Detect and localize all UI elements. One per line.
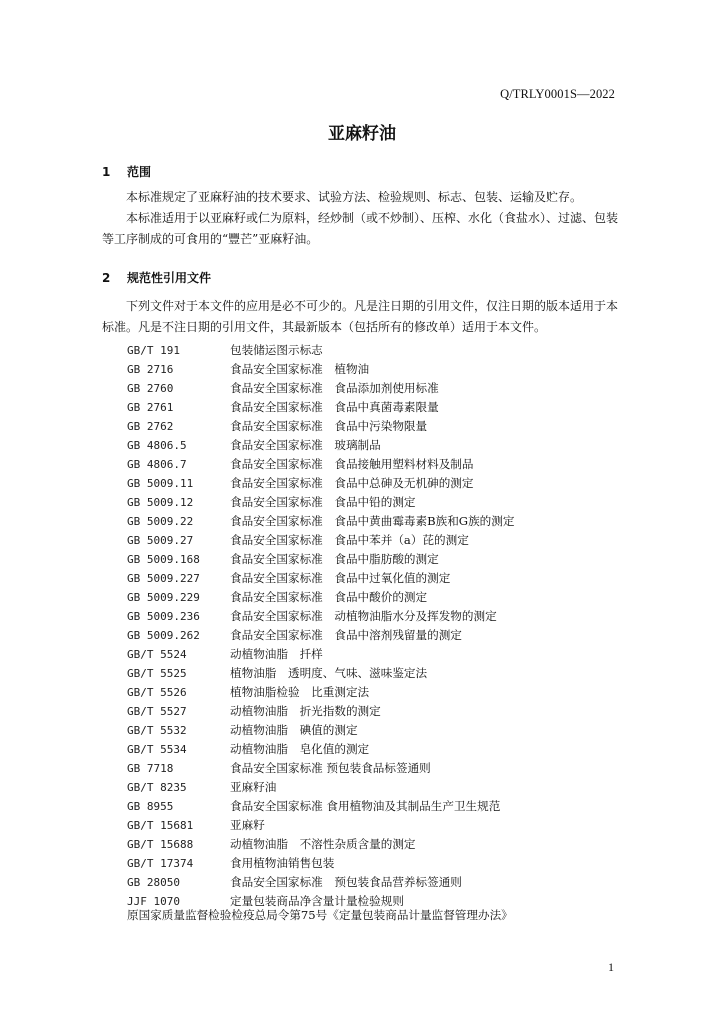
reference-title: 食品安全国家标准 植物油 (230, 362, 370, 376)
reference-title: 食品安全国家标准 预包装食品标签通则 (230, 761, 431, 775)
reference-item (127, 417, 514, 436)
reference-item (127, 474, 514, 493)
reference-code: GB/T 15681 (127, 819, 194, 832)
reference-code: GB 5009.168 (127, 553, 200, 566)
reference-item (127, 835, 514, 854)
document-title: 亚麻籽油 (328, 124, 396, 144)
reference-item (127, 360, 514, 379)
reference-item (127, 550, 514, 569)
reference-item (127, 626, 514, 645)
reference-item (127, 797, 514, 816)
reference-title: 食品安全国家标准 玻璃制品 (230, 438, 381, 452)
reference-title: 食品安全国家标准 预包装食品营养标签通则 (230, 875, 462, 889)
section-title: 规范性引用文件 (127, 271, 212, 285)
reference-code: GB 5009.227 (127, 572, 200, 585)
reference-code: GB/T 5525 (127, 667, 187, 680)
reference-item (127, 854, 514, 873)
reference-item (127, 778, 514, 797)
reference-item (127, 455, 514, 474)
reference-item (127, 683, 514, 702)
reference-code: GB 5009.27 (127, 534, 194, 547)
reference-code: GB 5009.262 (127, 629, 200, 642)
reference-code: GB 5009.11 (127, 477, 194, 490)
reference-code: GB 28050 (127, 876, 180, 889)
reference-code: GB 2716 (127, 363, 174, 376)
reference-title: 动植物油脂 不溶性杂质含量的测定 (230, 837, 416, 851)
reference-item (127, 569, 514, 588)
reference-title: 食品安全国家标准 食品接触用塑料材料及制品 (230, 457, 474, 471)
reference-title: 食品安全国家标准 食品中脂肪酸的测定 (230, 552, 439, 566)
reference-code: GB 4806.5 (127, 439, 187, 452)
reference-item (127, 873, 514, 892)
section-title: 范围 (127, 165, 152, 179)
reference-item (127, 759, 514, 778)
section-1-heading (102, 163, 151, 180)
reference-code: GB 2760 (127, 382, 174, 395)
reference-item (127, 512, 514, 531)
reference-code: GB/T 15688 (127, 838, 194, 851)
reference-title: 食品安全国家标准 食品中污染物限量 (230, 419, 428, 433)
reference-title: 食品安全国家标准 食品中真菌毒素限量 (230, 400, 439, 414)
reference-item (127, 493, 514, 512)
reference-title: 食品安全国家标准 食品中过氧化值的测定 (230, 571, 451, 585)
reference-code: GB/T 5526 (127, 686, 187, 699)
reference-item (127, 531, 514, 550)
reference-title: 食品安全国家标准 食用植物油及其制品生产卫生规范 (230, 799, 501, 813)
reference-code: GB 8955 (127, 800, 174, 813)
reference-title: 动植物油脂 扦样 (230, 647, 323, 661)
final-reference: 原国家质量监督检验检疫总局令第75号《定量包装商品计量监督管理办法》 (127, 908, 513, 922)
reference-title: 包装储运图示标志 (230, 343, 323, 357)
reference-item (127, 588, 514, 607)
reference-title: 食品安全国家标准 食品中溶剂残留量的测定 (230, 628, 462, 642)
reference-title: 食品安全国家标准 动植物油脂水分及挥发物的测定 (230, 609, 497, 623)
reference-code: GB 5009.12 (127, 496, 194, 509)
reference-title: 食品安全国家标准 食品中酸价的测定 (230, 590, 428, 604)
standard-code: Q/TRLY0001S—2022 (500, 87, 615, 101)
reference-title: 植物油脂检验 比重测定法 (230, 685, 370, 699)
reference-title: 食品安全国家标准 食品中铅的测定 (230, 495, 416, 509)
reference-title: 亚麻籽油 (230, 780, 277, 794)
reference-title: 动植物油脂 碘值的测定 (230, 723, 358, 737)
reference-title: 亚麻籽 (230, 818, 265, 832)
reference-item (127, 740, 514, 759)
reference-code: GB/T 5534 (127, 743, 187, 756)
section-2-paragraph-1: 下列文件对于本文件的应用是必不可少的。凡是注日期的引用文件，仅注日期的版本适用于本标准。凡是不注日期的引用文件，其最新版本（包括所有的修改单）适用于本文件。 (102, 299, 619, 334)
reference-code: JJF 1070 (127, 895, 180, 908)
reference-item (127, 379, 514, 398)
reference-code: GB 2762 (127, 420, 174, 433)
reference-item (127, 721, 514, 740)
section-number: 1 (102, 165, 111, 179)
reference-title: 食用植物油销售包装 (230, 856, 335, 870)
reference-code: GB 4806.7 (127, 458, 187, 471)
section-1-paragraph-2: 本标准适用于以亚麻籽或仁为原料，经炒制（或不炒制）、压榨、水化（食盐水）、过滤、包装等工序制成的可食用的“豐芒”亚麻籽油。 (102, 211, 619, 246)
reference-code: GB/T 5532 (127, 724, 187, 737)
reference-title: 食品安全国家标准 食品中黄曲霉毒素B族和G族的测定 (230, 514, 515, 528)
reference-code: GB 2761 (127, 401, 174, 414)
reference-code: GB 5009.22 (127, 515, 194, 528)
reference-title: 食品安全国家标准 食品中苯并（a）芘的测定 (230, 533, 469, 547)
reference-code: GB 5009.236 (127, 610, 200, 623)
reference-code: GB/T 8235 (127, 781, 187, 794)
reference-title: 定量包装商品净含量计量检验规则 (230, 894, 404, 908)
page-number: 1 (608, 960, 614, 974)
reference-code: GB/T 17374 (127, 857, 194, 870)
reference-code: GB 5009.229 (127, 591, 200, 604)
reference-item (127, 607, 514, 626)
reference-title: 食品安全国家标准 食品中总砷及无机砷的测定 (230, 476, 474, 490)
reference-code: GB/T 191 (127, 344, 180, 357)
reference-list (127, 341, 514, 911)
reference-title: 动植物油脂 皂化值的测定 (230, 742, 370, 756)
reference-item (127, 702, 514, 721)
reference-item (127, 664, 514, 683)
reference-code: GB 7718 (127, 762, 174, 775)
reference-item (127, 436, 514, 455)
reference-title: 植物油脂 透明度、气味、滋味鉴定法 (230, 666, 428, 680)
reference-title: 动植物油脂 折光指数的测定 (230, 704, 381, 718)
section-2-heading (102, 269, 211, 286)
section-1-paragraph-1: 本标准规定了亚麻籽油的技术要求、试验方法、检验规则、标志、包装、运输及贮存。 (126, 190, 583, 204)
reference-title: 食品安全国家标准 食品添加剂使用标准 (230, 381, 439, 395)
reference-item (127, 645, 514, 664)
reference-code: GB/T 5527 (127, 705, 187, 718)
reference-item (127, 816, 514, 835)
reference-code: GB/T 5524 (127, 648, 187, 661)
reference-item (127, 341, 514, 360)
reference-item (127, 398, 514, 417)
section-number: 2 (102, 271, 111, 285)
